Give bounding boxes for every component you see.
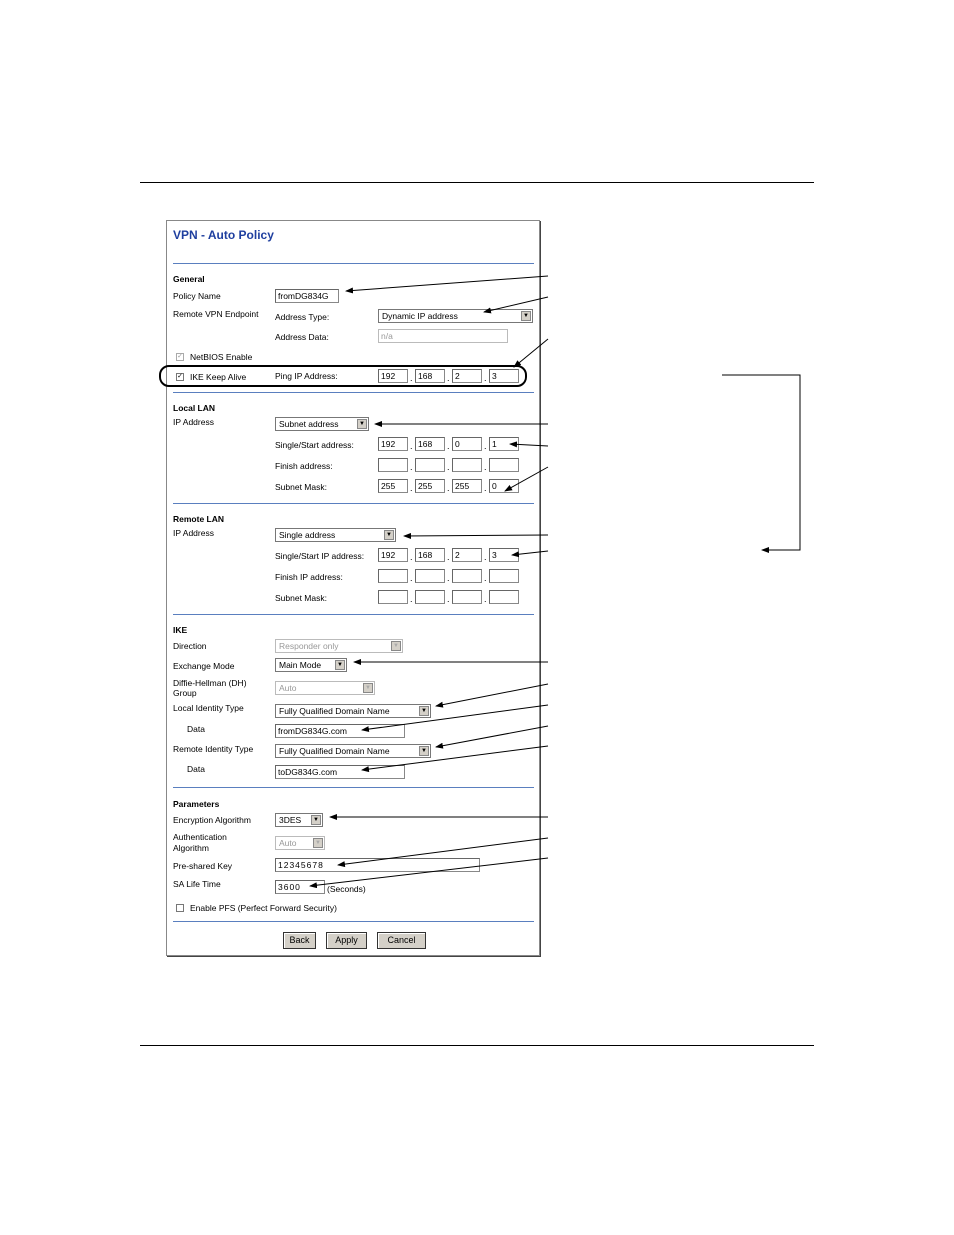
ip-dot: . [410,373,413,383]
ip-dot: . [447,594,450,604]
arrow-remote-type [404,535,548,536]
ip-dot: . [447,483,450,493]
ip-dot: . [410,594,413,604]
ip-dot: . [410,462,413,472]
ip-dot: . [484,483,487,493]
local-start-octet-2[interactable]: 168 [415,437,445,451]
remote-lan-heading: Remote LAN [173,514,225,524]
ike-heading: IKE [173,625,188,635]
cancel-button[interactable]: Cancel [377,932,426,949]
encryption-value: 3DES [279,815,302,825]
ip-dot: . [484,441,487,451]
dh-group-label-line2: Group [173,688,197,698]
ip-dot: . [410,573,413,583]
sa-lifetime-unit: (Seconds) [327,884,366,894]
arrow-psk [338,838,548,865]
arrow-local-data [362,705,548,730]
direction-label: Direction [173,641,207,651]
page-title: VPN - Auto Policy [173,228,274,242]
arrow-keepalive [514,339,548,367]
chevron-down-icon: ▼ [335,660,345,670]
ping-ip-octet-4[interactable]: 3 [489,369,519,383]
keepalive-highlight [160,366,526,386]
chevron-down-icon: ▼ [419,746,429,756]
arrow-local-start [510,444,548,446]
chevron-down-icon: ▼ [384,530,394,540]
local-data-label: Data [187,724,205,734]
encryption-label: Encryption Algorithm [173,815,251,825]
ip-dot: . [447,552,450,562]
local-finish-label: Finish address: [275,461,333,471]
address-type-value: Dynamic IP address [382,311,458,321]
local-start-label: Single/Start address: [275,440,354,450]
apply-button[interactable]: Apply [326,932,367,949]
local-mask-octet-1[interactable]: 255 [378,479,408,493]
local-start-octet-4[interactable]: 1 [489,437,519,451]
ping-ip-octet-3[interactable]: 2 [452,369,482,383]
parameters-heading: Parameters [173,799,220,809]
chevron-down-icon: ▼ [391,641,401,651]
remote-start-octet-2[interactable]: 168 [415,548,445,562]
ping-ip-octet-1[interactable]: 192 [378,369,408,383]
arrow-remote-id [436,726,548,747]
arrow-remote-data [362,746,548,770]
arrow-local-id [436,684,548,706]
ip-dot: . [410,483,413,493]
ip-dot: . [484,573,487,583]
local-lan-heading: Local LAN [173,403,216,413]
arrow-remote-start [512,551,548,555]
exchange-mode-label: Exchange Mode [173,661,235,671]
remote-mask-label: Subnet Mask: [275,593,327,603]
arrow-policy-name [346,276,548,291]
ip-dot: . [484,373,487,383]
dh-group-label-line1: Diffie-Hellman (DH) [173,678,247,688]
back-button[interactable]: Back [283,932,316,949]
ip-dot: . [484,552,487,562]
local-mask-label: Subnet Mask: [275,482,327,492]
arrow-sa-lifetime [310,858,548,886]
exchange-mode-value: Main Mode [279,660,322,670]
direction-value: Responder only [279,641,339,651]
local-mask-octet-4[interactable]: 0 [489,479,519,493]
ip-dot: . [410,441,413,451]
chevron-down-icon: ▼ [311,815,321,825]
auth-label-line2: Algorithm [173,843,209,853]
ping-ip-octet-2[interactable]: 168 [415,369,445,383]
local-ip-address-label: IP Address [173,417,214,427]
sa-lifetime-input[interactable]: 3600 [275,880,325,894]
policy-name-label: Policy Name [173,291,221,301]
ip-dot: . [484,594,487,604]
remote-start-octet-1[interactable]: 192 [378,548,408,562]
ip-dot: . [447,573,450,583]
arrow-address-type [484,297,548,312]
local-start-octet-3[interactable]: 0 [452,437,482,451]
netbios-checkbox[interactable]: ✓ [177,353,183,360]
chevron-down-icon: ▼ [363,683,373,693]
policy-name-input[interactable]: fromDG834G [275,289,339,303]
general-heading: General [173,274,205,284]
ip-dot: . [447,462,450,472]
remote-start-octet-4[interactable]: 3 [489,548,519,562]
pfs-label: Enable PFS (Perfect Forward Security) [190,903,337,913]
chevron-down-icon: ▼ [313,838,323,848]
ike-keepalive-label: IKE Keep Alive [190,372,247,382]
callout-arrows [310,276,800,886]
remote-identity-value: Fully Qualified Domain Name [279,746,390,756]
local-mask-octet-3[interactable]: 255 [452,479,482,493]
local-data-input[interactable]: fromDG834G.com [275,724,405,738]
auth-label-line1: Authentication [173,832,227,842]
ip-dot: . [410,552,413,562]
auth-value: Auto [279,838,297,848]
bracket-connector [722,375,800,550]
remote-endpoint-label: Remote VPN Endpoint [173,309,259,319]
ike-keepalive-checkbox[interactable]: ✓ [177,373,183,380]
address-data-input[interactable]: n/a [378,329,508,343]
remote-finish-label: Finish IP address: [275,572,343,582]
local-address-type-value: Subnet address [279,419,339,429]
remote-start-label: Single/Start IP address: [275,551,365,561]
psk-input[interactable]: 12345678 [275,858,480,872]
psk-label: Pre-shared Key [173,861,233,871]
ping-ip-label: Ping IP Address: [275,371,338,381]
remote-address-type-value: Single address [279,530,336,540]
chevron-down-icon: ▼ [419,706,429,716]
remote-ip-address-label: IP Address [173,528,214,538]
local-identity-value: Fully Qualified Domain Name [279,706,390,716]
remote-identity-label: Remote Identity Type [173,744,254,754]
remote-data-input[interactable]: toDG834G.com [275,765,405,779]
local-mask-octet-2[interactable]: 255 [415,479,445,493]
address-data-label: Address Data: [275,332,329,342]
arrow-local-mask [505,467,548,491]
remote-data-label: Data [187,764,205,774]
chevron-down-icon: ▼ [357,419,367,429]
chevron-down-icon: ▼ [521,311,531,321]
local-identity-label: Local Identity Type [173,703,244,713]
dh-group-value: Auto [279,683,297,693]
ip-dot: . [447,373,450,383]
local-start-octet-1[interactable]: 192 [378,437,408,451]
ip-dot: . [447,441,450,451]
ip-dot: . [484,462,487,472]
address-type-label: Address Type: [275,312,330,322]
sa-lifetime-label: SA Life Time [173,879,221,889]
remote-start-octet-3[interactable]: 2 [452,548,482,562]
netbios-label: NetBIOS Enable [190,352,253,362]
